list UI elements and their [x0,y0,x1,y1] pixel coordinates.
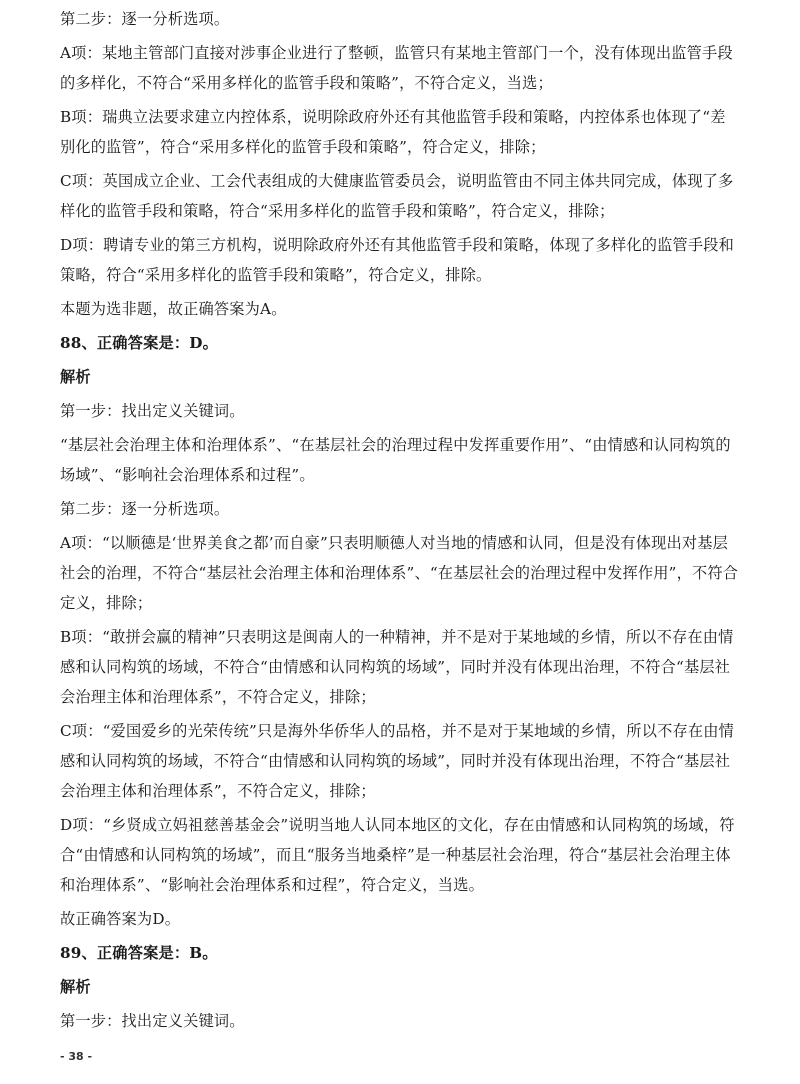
q88-keywords: “基层社会治理主体和治理体系”、“在基层社会的治理过程中发挥重要作用”、“由情感和认同构筑的场域”、“影响社会治理体系和过程”。 [60,436,731,484]
q88-conclusion: 故正确答案为D。 [60,910,181,928]
page-number: - 38 - [60,1050,93,1063]
page-content [60,4,740,1040]
q88-step-one: 第一步：找出定义关键词。 [60,402,245,420]
q87-option-b-analysis: B项：瑞典立法要求建立内控体系，说明除政府外还有其他监管手段和策略，内控体系也体现了“差别化的监管”，符合“采用多样化的监管手段和策略”，符合定义，排除； [60,108,726,156]
q89-analysis-label: 解析 [60,978,91,996]
q88-option-c-analysis: C项：“爱国爱乡的光荣传统”只是海外华侨华人的品格，并不是对于某地域的乡情，所以不存在由情感和认同构筑的场域，不符合“由情感和认同构筑的场域”，同时并没有体现出治理，不符合“基层社会治理主体和治理体系”，不符合定义，排除； [60,722,735,800]
q88-step-two: 第二步：逐一分析选项。 [60,500,230,518]
q87-option-c-analysis: C项：英国成立企业、工会代表组成的大健康监管委员会，说明监管由不同主体共同完成，体现了多样化的监管手段和策略，符合“采用多样化的监管手段和策略”，符合定义，排除； [60,172,734,220]
q87-option-d-analysis: D项：聘请专业的第三方机构，说明除政府外还有其他监管手段和策略，体现了多样化的监管手段和策略，符合“采用多样化的监管手段和策略”，符合定义，排除。 [60,236,735,284]
q89-step-one: 第一步：找出定义关键词。 [60,1012,245,1030]
q89-answer-heading: 89、正确答案是：B。 [60,944,218,962]
q88-analysis-label: 解析 [60,368,91,386]
q87-conclusion: 本题为选非题，故正确答案为A。 [60,300,287,318]
q88-option-b-analysis: B项：“敢拼会赢的精神”只表明这是闽南人的一种精神，并不是对于某地域的乡情，所以不存在由情感和认同构筑的场域，不符合“由情感和认同构筑的场域”，同时并没有体现出治理，不符合“基层社会治理主体和治理体系”，不符合定义，排除； [60,628,734,706]
q88-answer-heading: 88、正确答案是：D。 [60,334,219,352]
q88-option-d-analysis: D项：“乡贤成立妈祖慈善基金会”说明当地人认同本地区的文化，存在由情感和认同构筑的场域，符合“由情感和认同构筑的场域”，而且“服务当地桑梓”是一种基层社会治理，符合“基层社会治理主体和治理体系”、“影响社会治理体系和过程”，符合定义，当选。 [60,816,735,894]
q88-option-a-analysis: A项：“以顺德是‘世界美食之都’而自豪”只表明顺德人对当地的情感和认同，但是没有体现出对基层社会的治理，不符合“基层社会治理主体和治理体系”、“在基层社会的治理过程中发挥作用”，不符合定义，排除； [60,534,739,612]
q87-option-a-analysis: A项：某地主管部门直接对涉事企业进行了整顿，监管只有某地主管部门一个，没有体现出监管手段的多样化，不符合“采用多样化的监管手段和策略”，不符合定义，当选； [60,44,733,92]
step-two-heading: 第二步：逐一分析选项。 [60,10,230,28]
